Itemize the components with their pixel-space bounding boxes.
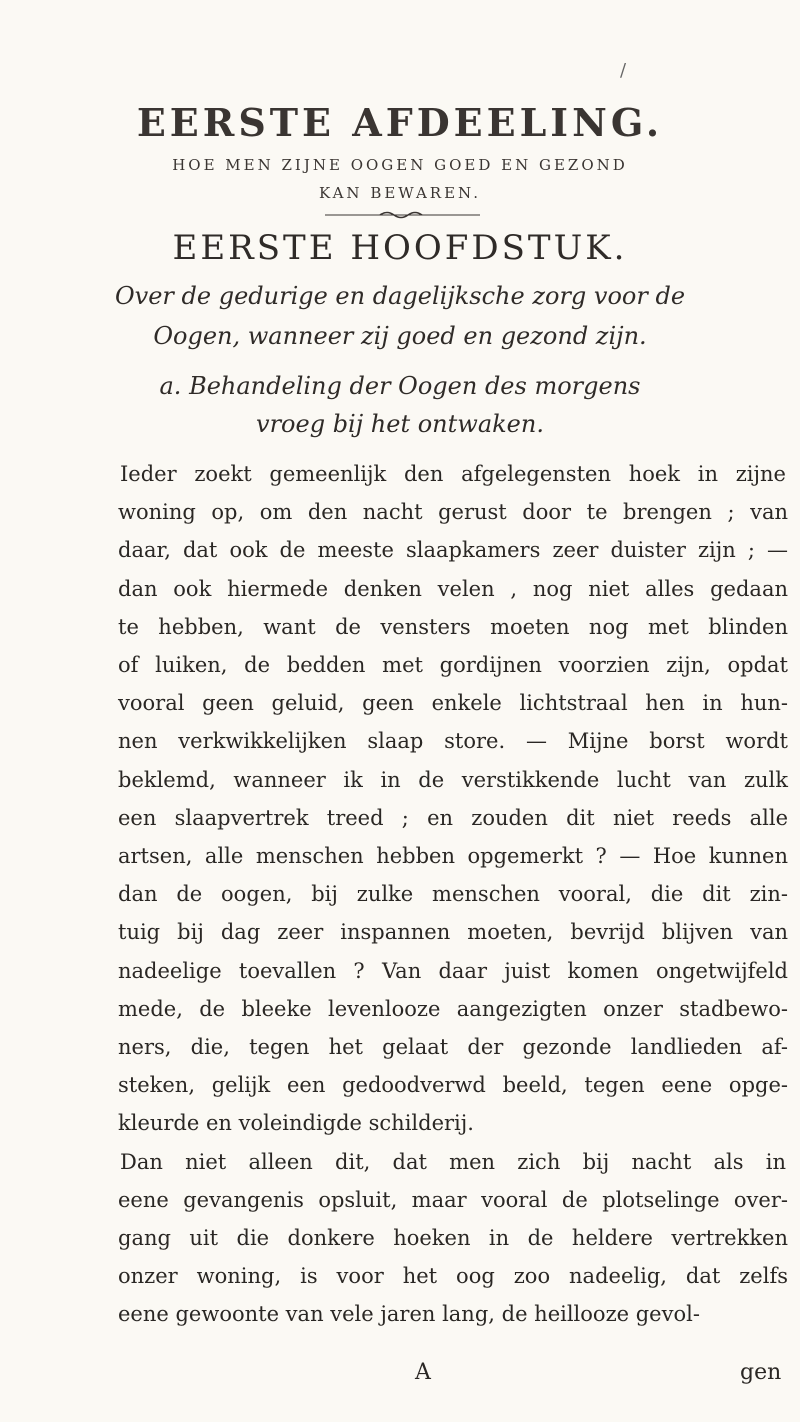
text-line: kleurde en voleindigde schilderij.: [118, 1111, 474, 1136]
text-line: Dan niet alleen dit, dat men zich bij nacht als in: [120, 1149, 786, 1174]
section-heading-line-2: vroeg bij het ontwaken.: [256, 410, 544, 438]
text-line: gang uit die donkere hoeken in de heldere vertrekken: [118, 1226, 788, 1250]
text-line: eene gewoonte van vele jaren lang, de heillooze gevol-: [118, 1302, 700, 1327]
section-heading-line-1: a. Behandeling der Oogen des morgens: [159, 372, 641, 400]
heading-line-1: Over de gedurige en dagelijksche zorg voor de: [114, 282, 686, 310]
subtitle-line-2: KAN BEWAREN.: [319, 184, 481, 202]
text-line: steken, gelijk een gedoodverwd beeld, tegen eene opge-: [118, 1073, 788, 1098]
text-line: nen verkwikkelijken slaap store. — Mijne borst wordt: [118, 729, 788, 754]
text-line: dan de oogen, bij zulke menschen vooral, die dit zin-: [118, 882, 788, 907]
text-line: daar, dat ook de meeste slaapkamers zeer duister zijn ; —: [118, 538, 788, 563]
text-line: te hebben, want de vensters moeten nog met blinden: [118, 614, 788, 639]
text-line: Ieder zoekt gemeenlijk den afgelegensten hoek in zijne: [120, 462, 786, 486]
chapter-title: EERSTE HOOFDSTUK.: [172, 228, 628, 268]
part-title: EERSTE AFDEELING.: [136, 100, 664, 145]
text-line: onzer woning, is voor het oog zoo nadeelig, dat zelfs: [118, 1264, 788, 1289]
text-line: ners, die, tegen het gelaat der gezonde landlieden af-: [118, 1035, 788, 1059]
subtitle-line-1: HOE MEN ZIJNE OOGEN GOED EN GEZOND: [172, 156, 628, 174]
text-line: nadeelige toevallen ? Van daar juist komen ongetwijfeld: [118, 958, 788, 983]
text-line: mede, de bleeke levenlooze aangezigten onzer stadbewo-: [118, 996, 788, 1021]
text-line: tuig bij dag zeer inspannen moeten, bevrijd blijven van: [118, 920, 788, 945]
heading-line-2: Oogen, wanneer zij goed en gezond zijn.: [153, 322, 647, 350]
signature-mark: A: [415, 1360, 431, 1385]
corner-mark: /: [620, 60, 627, 81]
ornament-rule: [325, 210, 480, 220]
catchword: gen: [740, 1360, 782, 1385]
text-line: woning op, om den nacht gerust door te brengen ; van: [118, 500, 788, 525]
text-line: beklemd, wanneer ik in de verstikkende lucht van zulk: [118, 767, 788, 792]
text-line: eene gevangenis opsluit, maar vooral de plotselinge over-: [118, 1187, 788, 1212]
text-line: dan ook hiermede denken velen , nog niet alles gedaan: [118, 576, 788, 601]
text-line: of luiken, de bedden met gordijnen voorzien zijn, opdat: [118, 653, 788, 677]
text-line: artsen, alle menschen hebben opgemerkt ? — Hoe kunnen: [118, 844, 788, 868]
text-line: een slaapvertrek treed ; en zouden dit niet reeds alle: [118, 805, 788, 830]
text-line: vooral geen geluid, geen enkele lichtstraal hen in hun-: [118, 691, 788, 716]
